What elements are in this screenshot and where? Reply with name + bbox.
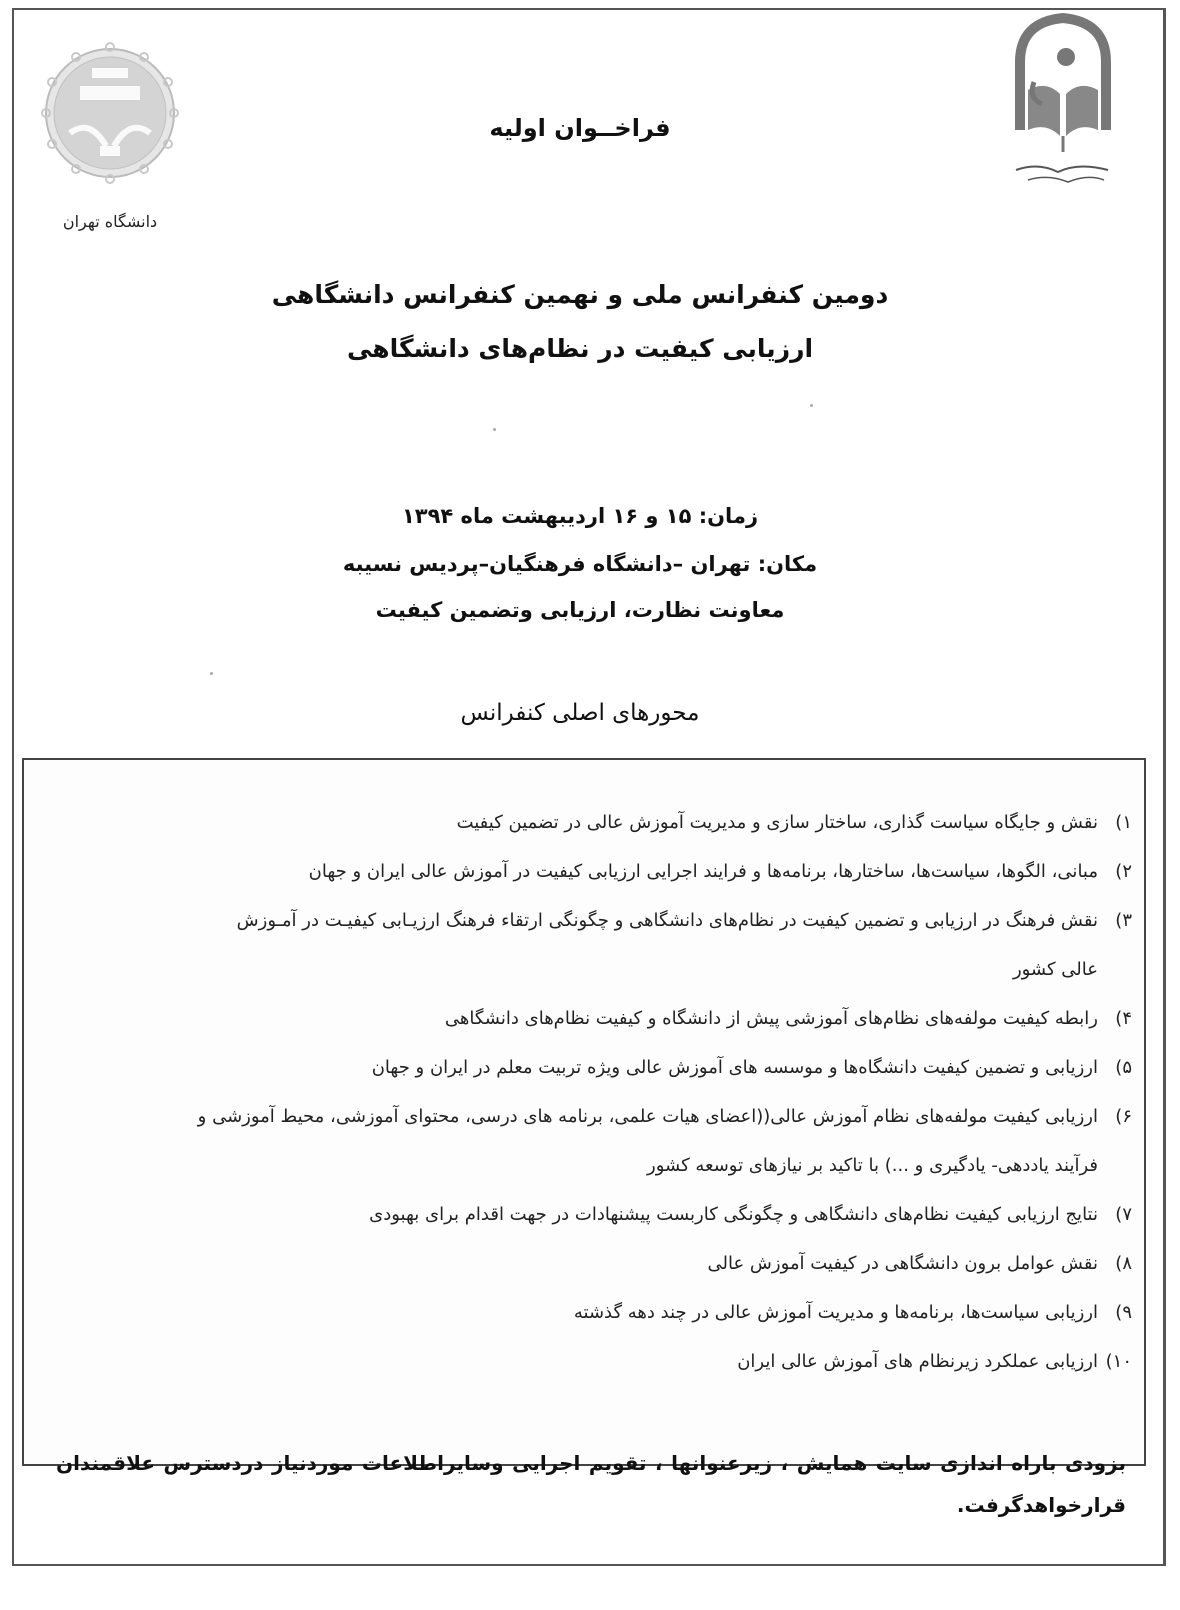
axis-text: ارزیابی و تضمین کیفیت دانشگاه‌ها و موسسه های آموزش عالی ویژه تربیت معلم در ایران و جهان [371,1057,1098,1078]
university-of-tehran-logo [40,38,180,188]
axes-box [22,758,1146,1466]
axis-text: ارزیابی سیاست‌ها، برنامه‌ها و مدیریت آموزش عالی در چند دهه گذشته [573,1302,1098,1323]
axis-number: ۴) [1115,1008,1132,1029]
footer-notice: بزودی باراه اندازی سایت همایش ، زیرعنوانها ، تقویم اجرایی وسایراطلاعات موردنیاز دردسترس علاقمندان قرارخواهدگرفت. [56,1451,1126,1517]
axis-text: نقش فرهنگ در ارزیابی و تضمین کیفیت در نظام‌های دانشگاهی و چگونگی ارتقاء فرهنگ ارزیـابی کیفیـت در آمـوزش [236,910,1098,931]
axis-item [58,994,1132,1043]
axis-number: ۸) [1115,1253,1132,1274]
conference-subtitle: ارزیابی کیفیت در نظام‌های دانشگاهی [346,334,814,363]
conference-organizer: معاونت نظارت، ارزیابی وتضمین کیفیت [375,598,785,622]
axis-text: مبانی، الگوها، سیاست‌ها، ساختارها، برنامه‌ها و فرایند اجرایی ارزیابی کیفیت در آموزش عالی ایران و جهان [308,861,1098,882]
axes-title: محورهای اصلی کنفرانس [460,700,700,726]
axis-text-continuation: عالی کشور [1012,959,1098,980]
conference-title: دومین کنفرانس ملی و نهمین کنفرانس دانشگاهی [271,280,889,309]
axis-text: نقش عوامل برون دانشگاهی در کیفیت آموزش عالی [707,1253,1098,1274]
axis-text: ارزیابی کیفیت مولفه‌های نظام آموزش عالی((اعضای هیات علمی، برنامه های درسی، محتوای آموزشی، محیط آموزشی و [197,1106,1098,1127]
axis-text: نتایج ارزیابی کیفیت نظام‌های دانشگاهی و چگونگی کاربست پیشنهادات در جهت اقدام برای بهبودی [369,1204,1098,1225]
conference-time: زمان: ۱۵ و ۱۶ اردیبهشت ماه ۱۳۹۴ [401,504,759,528]
conference-place: مکان: تهران –دانشگاه فرهنگیان–پردیس نسیبه [342,552,818,576]
axis-item [58,847,1132,896]
tehran-university-caption: دانشگاه تهران [62,212,158,231]
scan-speck [810,404,813,407]
axis-item [58,1092,1132,1190]
axis-item [58,1239,1132,1288]
axis-text: ارزیابی عملکرد زیرنظام های آموزش عالی ایران [737,1351,1098,1372]
axis-number: ۷) [1115,1204,1132,1225]
farhangian-university-logo [1008,12,1118,192]
axis-text: نقش و جایگاه سیاست گذاری، ساختار سازی و مدیریت آموزش عالی در تضمین کیفیت [456,812,1098,833]
axis-item [58,798,1132,847]
call-title: فراخــوان اولیه [489,114,671,142]
axis-number: ۱۰) [1105,1351,1132,1372]
scan-speck [493,428,496,431]
axis-number: ۲) [1115,861,1132,882]
axis-number: ۳) [1115,910,1132,931]
axis-text-continuation: فرآیند یاددهی- یادگیری و ...) با تاکید بر نیازهای توسعه کشور [647,1155,1098,1176]
axis-item [58,1337,1132,1386]
axis-item [58,896,1132,994]
axis-item [58,1043,1132,1092]
axis-text: رابطه کیفیت مولفه‌های نظام‌های آموزشی پیش از دانشگاه و کیفیت نظام‌های دانشگاهی [444,1008,1098,1029]
axis-number: ۱) [1115,812,1132,833]
axis-number: ۹) [1115,1302,1132,1323]
axes-list [58,798,1132,1386]
axis-number: ۵) [1115,1057,1132,1078]
axis-item [58,1288,1132,1337]
axis-number: ۶) [1115,1106,1132,1127]
scan-speck [210,672,213,675]
axis-item [58,1190,1132,1239]
